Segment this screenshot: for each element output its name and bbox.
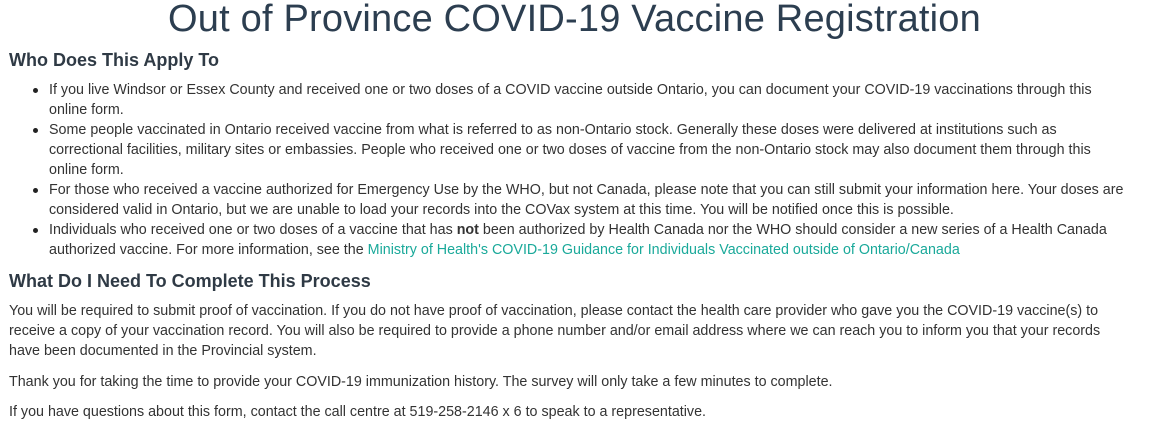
eligibility-item-who-authorized: For those who received a vaccine authorized for Emergency Use by the WHO, but not Canada, please note that you can still submit your information here. Your doses are considered valid in Ontario, but we are unable to load your records into the COVax system at this time. You will be notified once this is possible.: [49, 180, 1130, 220]
eligibility-item-non-ontario-stock: Some people vaccinated in Ontario received vaccine from what is referred to as non-Ontario stock. Generally these doses were delivered at institutions such as correctional facilities, military sites or embassies. People who received one or two doses of vaccine from the non-Ontario stock may also document them through this online form.: [49, 120, 1130, 180]
page-title: Out of Province COVID-19 Vaccine Registration: [168, 0, 981, 40]
eligibility-item-windsor-essex: If you live Windsor or Essex County and received one or two doses of a COVID vaccine outside Ontario, you can document your COVID-19 vaccinations through this online form.: [49, 80, 1130, 120]
unauthorized-text-part2: been authorized by Health Canada nor the WHO should consider a new series of a Health Canada authorized vaccine. For more information, see the: [49, 222, 1107, 258]
unauthorized-text-part1: Individuals who received one or two doses of a vaccine that has: [49, 222, 457, 238]
proof-of-vaccination-paragraph: You will be required to submit proof of vaccination. If you do not have proof of vaccination, please contact the health care provider who gave you the COVID-19 vaccine(s) to receive a copy of your vaccination record. You will also be required to provide a phone number and/or email address where we can reach you to inform you that your records have been documented in the Provincial system.: [9, 303, 1101, 359]
eligibility-item-unauthorized-vaccine: [49, 220, 1130, 260]
ministry-guidance-link[interactable]: Ministry of Health's COVID-19 Guidance for Individuals Vaccinated outside of Ontario/Canada: [367, 242, 960, 258]
not-emphasis: not: [456, 222, 479, 238]
contact-paragraph: If you have questions about this form, contact the call centre at 519-258-2146 x 6 to speak to a representative.: [9, 404, 706, 420]
process-heading: What Do I Need To Complete This Process: [9, 271, 371, 291]
who-applies-heading: Who Does This Apply To: [9, 50, 219, 70]
eligibility-list: [0, 80, 1130, 260]
thank-you-paragraph: Thank you for taking the time to provide your COVID-19 immunization history. The survey will only take a few minutes to complete.: [9, 374, 833, 390]
